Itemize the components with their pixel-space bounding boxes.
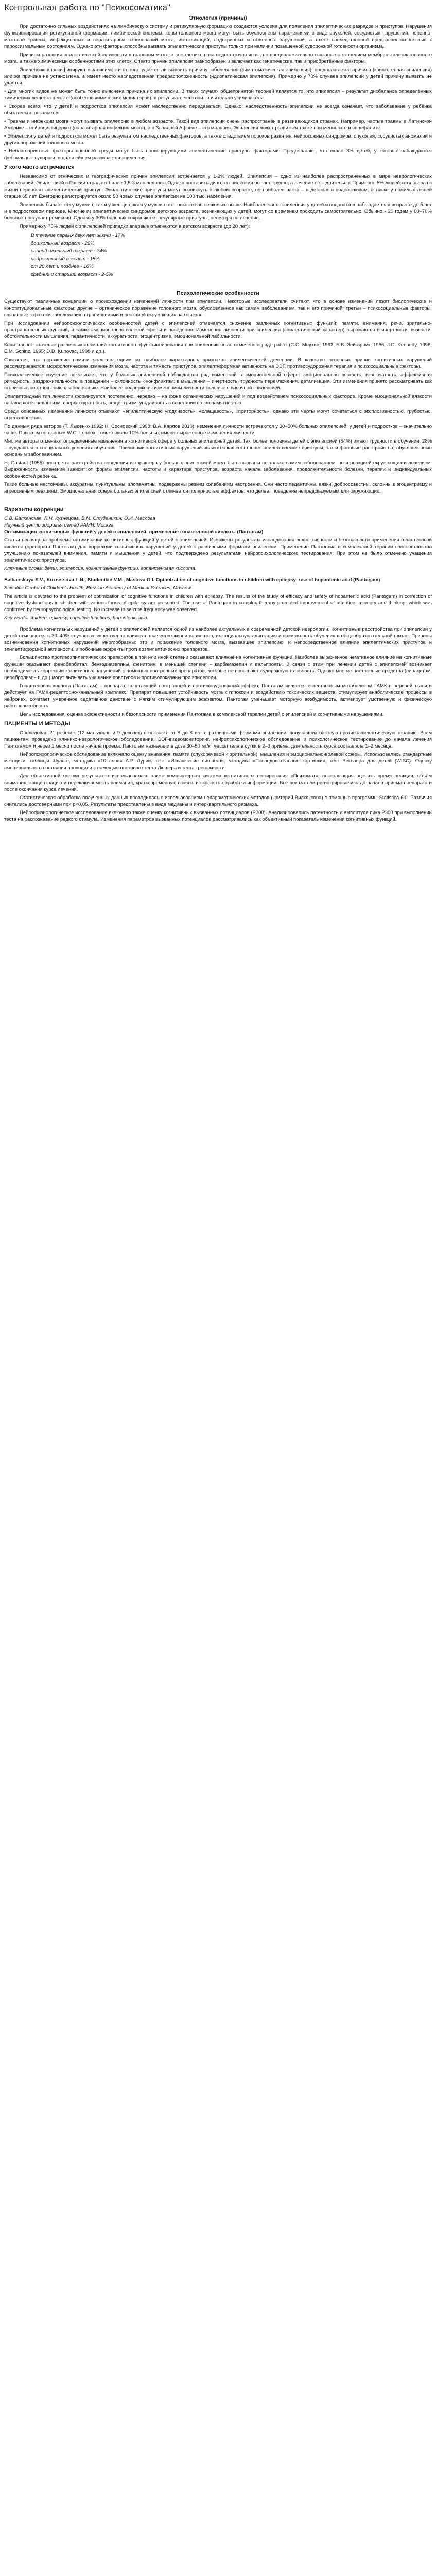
methods-paragraph: Обследован 21 ребёнок (12 мальчиков и 9 девочек) в возрасте от 8 до 8 лет с различными формами эпилепсии, получавших базовую противоэпилептическую терапию. Всем пациентам проведено клинико-неврологическое обследование, ЭЭГ-видеомониторинг, нейропсихологическое обследование и психологическое тестирование до начала лечения Пантогамом и через 1 месяц после начала приёма. Пантогам назначали в дозе 30–50 мг/кг массы тела в сутки в 2–3 приёма, длительность курса составляла 1–2 месяца.: [4, 730, 432, 749]
etiology-bullet: • Эпилепсия у детей и подростков может быть результатом наследственных факторов, а также следствием пороков развития, нейрокожных синдромов, опухолей, сосудистых аномалий и других поражений головного мозга.: [4, 133, 432, 146]
psych-paragraph: Эпилептоидный тип личности формируется постепенно, нередко – на фоне органических нарушений и под воздействием психосоциальных факторов. Кроме эмоциональной вязкости наблюдаются педантизм, сверхаккуратность, эгоцентризм, угодливость в сочетании со злопамятностью.: [4, 394, 432, 406]
age-list-item: средний и старший возраст - 2-5%: [31, 272, 113, 277]
who-paragraph: Примерно у 75% людей с эпилепсией припадки впервые отмечаются в детском возрасте (до 20 лет):: [20, 224, 250, 229]
methods-paragraph: Нейрофизиологическое исследование включало также оценку когнитивных вызванных потенциалов (P300). Анализировались латентность и амплитуда пика P300 при выполнении теста на распознавание редкого стимула. Изменения параметров вызванных потенциалов рассматривались как объективный показатель изменения когнитивных функций.: [4, 810, 432, 822]
article-title: Оптимизация когнитивных функций у детей с эпилепсией: применение гопантеновой кислоты (Пантогам): [4, 529, 264, 535]
methods-heading: ПАЦИЕНТЫ И МЕТОДЫ: [4, 721, 71, 727]
psych-paragraph: Н. Gastaut (1955) писал, что расстройства поведения и характера у больных эпилепсией могут быть вызваны не только самим заболеванием, но и реакцией окружающих и лечением. Выраженность изменений зависит от формы эпилепсии, частоты и характера приступов, возраста начала заболевания, продолжительности болезни, терапии и индивидуальных особенностей ребёнка.: [4, 460, 432, 479]
article-authors: С.В. Балканская, Л.Н. Кузнецова, В.М. Студеникин, О.И. Маслова: [4, 516, 155, 521]
etiology-paragraph: Эпилепсию классифицируют в зависимости от того, удаётся ли выявить причину заболевания (симптоматическая эпилепсия), предполагается причина (криптогенная эпилепсия) или же причина не установлена, а имеет место наследственная предрасположенность (идиопатическая эпилепсия). Примерно у 70% случаев эпилепсии у детей причину выявить не удаётся.: [4, 67, 432, 86]
etiology-bullet: • Скорее всего, что у детей и подростков эпилепсия может наследственно передаваться. Однако, наследственность эпилепсии не всегда означает, что заболевание у ребёнка обязательно разовьётся.: [4, 104, 432, 116]
psych-paragraph: Такие больные настойчивы, аккуратны, пунктуальны, злопамятны, подвержены резким колебаниям настроения. Они часто педантичны, вязки, добросовестны, склонны к эгоцентризму и агрессивным реакциям. Эмоциональная сфера больных эпилепсией отличается полярностью аффектов, что делает поведение непредсказуемым для окружающих.: [4, 482, 432, 494]
article-affiliation: Научный центр здоровья детей РАМН, Москва: [4, 522, 114, 528]
age-list-item: В течение первых двух лет жизни - 17%: [31, 233, 125, 239]
etiology-paragraph: Причины развития эпилептической активности в головном мозге, к сожалению, пока недостаточно ясны, но предположительно связаны со строением мембраны клеток головного мозга, а также химическими особенностями этих клеток. Спектр причин эпилепсии разнообразен и включает как генетические, так и приобретённые факторы.: [4, 52, 432, 64]
age-distribution-list: [31, 232, 432, 278]
methods-paragraph: Для объективной оценки результатов использовалась также компьютерная система когнитивного тестирования «Психомат», позволяющая оценить время реакции, объём внимания, концентрацию и переключаемость внимания, кратковременную память и скорость обработки информации. Все показатели регистрировались до начала приёма препарата и после окончания курса лечения.: [4, 773, 432, 792]
document-page: [0, 0, 436, 833]
psych-paragraph: Многие авторы отмечают определённые изменения в когнитивной сфере у больных эпилепсией детей. Так, более половины детей с эпилепсией (54%) имеют трудности в обучении, 28% – нуждаются в специальных условиях обучения. Причинами когнитивных нарушений являются как собственно эпилептические приступы, так и фоновые расстройства, обусловленные основным заболеванием.: [4, 438, 432, 457]
correction-heading: Варианты коррекции: [4, 506, 64, 513]
etiology-bullet: • Травмы и инфекции мозга могут вызвать эпилепсию в любом возрасте. Такой вид эпилепсии очень распространён в развивающихся странах. Например, частые травмы в Латинской Америке – нейроцистицеркоз (паразитарная инфекция мозга), а в Западной Африке – это малярия. Эпилепсия может развиться также при менингите и энцефалите.: [4, 118, 432, 131]
psych-paragraph: Считается, что поражение памяти является одним из наиболее характерных признаков эпилептической деменции. В качестве основных причин когнитивных нарушений рассматриваются: морфологические изменения мозга, частота и тяжесть приступов, эпилептиформная активность на ЭЭГ, противосудорожная терапия и психосоциальные факторы.: [4, 357, 432, 369]
psych-paragraph: При исследовании нейропсихологических особенностей детей с эпилепсией отмечается снижение различных когнитивных функций: памяти, внимания, речи, зрительно-пространственных функций, а также эмоционально-волевой сферы и поведения. Изменения личности при эпилепсии (эпилептический характер) выражаются в инертности, вязкости, обстоятельности мышления, педантичности, аккуратности, эгоцентризме, эмоциональной лабильности.: [4, 320, 432, 340]
article-abstract-en: The article is devoted to the problem of optimization of cognitive functions in children with epilepsy. The results of the study of efficacy and safety of hopantenic acid (Pantogam) in correction of cognitive dysfunctions in children with various forms of epilepsy are presented. The use of Pantogam in complex therapy promoted improvement of attention, memory and thinking, which was confirmed by neuropsychological testing. No increase in seizure frequency was observed.: [4, 594, 432, 613]
who-paragraph: Эпилепсия бывает как у мужчин, так и у женщин, хотя у мужчин этот показатель несколько выше. Наиболее часто эпилепсия у детей и подростков наблюдается в возрасте до 5 лет и в подростковом периоде. Многие из эпилептических синдромов детского возраста, возникающих у детей, могут со временем проходить самостоятельно. Обычно к 20 годам у 60–70% больных наступает ремиссия. Однако у 30% больных сохраняются регулярные приступы, несмотря на лечение.: [4, 202, 432, 221]
psych-paragraph: Среди описанных изменений личности отмечают «эпилептическую угодливость», «слащавость», «приторность», однако эти черты могут сочетаться с эксплозивностью, грубостью, агрессивностью.: [4, 409, 432, 421]
who-paragraph: Независимо от этнических и географических причин эпилепсия встречается у 1-2% людей. Эпилепсия – одно из наиболее распространённых в мире неврологических заболеваний. Эпилепсией в России страдает более 1,5-3 млн человек. Однако поставить диагноз эпилепсии бывает трудно, а лечение её – длительно. Примерно 5% людей хотя бы раз в жизни переносят эпилептический приступ. Эпилептические приступы могут возникнуть в любом возрасте, но наиболее часто – в детском и подростковом, а также у пожилых людей старше 65 лет. Ежегодно регистрируется около 50 новых случаев эпилепсии на 100 тыс. населения.: [4, 174, 432, 199]
etiology-bullet: • Неблагоприятные факторы внешней среды могут быть провоцирующими эпилептические приступы факторами. Предполагают, что около 3% детей, у которых наблюдаются фебрильные судороги, в дальнейшем развивается эпилепсия.: [4, 148, 432, 161]
age-list-item: дошкольный возраст - 22%: [31, 241, 95, 246]
article-title-en: Balkanskaya S.V., Kuznetsova L.N., Studenikin V.M., Maslova O.I. Optimization of cognitive functions in children with epilepsy: use of hopantenic acid (Pantogam): [4, 577, 380, 583]
article-keywords-en: Key words: children, epilepsy, cognitive functions, hopantenic acid.: [4, 615, 149, 621]
psych-paragraph: Психологическое изучение показывает, что у больных эпилепсией наблюдается ряд изменений в эмоциональной сфере: эмоциональная вязкость, взрывчатость, аффективная ригидность, раздражительность; в поведении – склонность к конфликтам; в мышлении – инертность, трудность переключения, детализация. Эти изменения принято рассматривать как вторичные по отношению к заболеванию. Наиболее подвержены изменениям личности больные с височной эпилепсией.: [4, 372, 432, 391]
etiology-paragraph: При достаточно сильных воздействиях на лимбическую систему и ретикулярную формацию создаются условия для появления эпилептических разрядов и приступов. Нарушения функционирования ретикулярной формации, лимбической системы, коры головного мозга могут быть обусловлены поражениями в виде опухолей, сосудистых нарушений, черепно-мозговой травмы, инфекционных и паразитарных заболеваний мозга, интоксикаций, эндокринных и обменных нарушений, а также наследственной предрасположенностью к пароксизмальным состояниям. Однако эти факторы способны вызвать эпилептические приступы только при наличии повышенной судорожной готовности организма.: [4, 24, 432, 49]
article-body-paragraph: Большинство противоэпилептических препаратов в той или иной степени оказывают влияние на когнитивные функции. Наиболее выраженное негативное влияние на когнитивные функции оказывают фенобарбитал, бензодиазепины, фенитоин; в меньшей степени – карбамазепин и вальпроаты. В связи с этим при лечении детей с эпилепсией возникает необходимость коррекции когнитивных нарушений с помощью ноотропных препаратов, которые не повышают судорожную готовность. Однако многие ноотропные средства (пирацетам, церебролизин и др.) могут вызывать учащение приступов и противопоказаны при эпилепсии.: [4, 655, 432, 681]
psych-paragraph: Существуют различные концепции о происхождении изменений личности при эпилепсии. Некоторые исследователи считают, что в основе изменений лежат биологические и конституциональные факторы; другие – органическое поражение головного мозга, обусловленное как самим заболеванием, так и его причиной; третьи – психосоциальные факторы, связанные с фактом заболевания, ограничениями и реакцией окружающих на болезнь.: [4, 299, 432, 318]
etiology-bullet: • Для многих видов не может быть точно выяснена причина их эпилепсии. В таких случаях общепринятой теорией является то, что эпилепсия – результат дисбаланса определённых химических веществ в мозге (особенно химических медиаторов), в результате чего они значительно усиливаются.: [4, 89, 432, 101]
psych-paragraph: По данным ряда авторов (Т. Лысенко 1992; Н. Сосновский 1998; В.А. Карлов 2010), изменения личности встречаются у 30–50% больных эпилепсией, у детей и подростков – значительно чаще. При этом по данным W.G. Lennox, только около 10% больных имеют выраженные изменения личности.: [4, 423, 432, 436]
etiology-heading: Этиология (причины): [189, 15, 247, 21]
age-list-item: подростковый возраст - 15%: [31, 256, 100, 262]
psych-paragraph: Капитальное значение различных аномалий когнитивного функционирования при эпилепсии было отмечено в ряде работ (С.С. Мнухин, 1962; Б.В. Зейгарник, 1986; J.D. Kennedy, 1998; Е.М. Schinz, 1995; D.D. Kunovac, 1998 и др.).: [4, 342, 432, 354]
article-body-paragraph: Цель исследования: оценка эффективности и безопасности применения Пантогама в комплексной терапии детей с эпилепсией и когнитивными нарушениями.: [20, 711, 384, 717]
age-list-item: от 20 лет и позднее - 16%: [31, 264, 94, 269]
methods-paragraph: Нейропсихологическое обследование включало оценку внимания, памяти (слухоречевой и зрительной), мышления и эмоционально-волевой сферы. Использовались стандартные методики: таблицы Шульте, методика «10 слов» А.Р. Лурии, тест «Исключение лишнего», методика «Последовательные картинки», тест Векслера для детей (WISC). Оценку эмоционального состояния проводили с помощью цветового теста Люшера и теста тревожности.: [4, 752, 432, 771]
article-abstract: Статья посвящена проблеме оптимизации когнитивных функций у детей с эпилепсией. Изложены результаты исследования эффективности и безопасности применения гопантеновой кислоты (препарата Пантогам) для коррекции когнитивных нарушений у детей с различными формами эпилепсии. Применение Пантогама в комплексной терапии способствовало улучшению показателей внимания, памяти и мышления у детей, что подтверждено результатами нейропсихологического тестирования. При этом не было отмечено учащения эпилептических приступов.: [4, 537, 432, 563]
article-body-paragraph: Проблема когнитивных нарушений у детей с эпилепсией является одной из наиболее актуальных в современной детской неврологии. Когнитивные расстройства при эпилепсии у детей отмечаются в 30–40% случаев и существенно влияют на качество жизни пациентов, их социальную адаптацию и возможность обучения в общеобразовательной школе. Причины возникновения когнитивных нарушений многообразны: это и поражение головного мозга, вызвавшее эпилепсию, и непосредственное влияние эпилептических приступов и эпилептиформной активности, и побочные эффекты противоэпилептических препаратов.: [4, 626, 432, 652]
article-body-paragraph: Гопантеновая кислота (Пантогам) – препарат, сочетающий ноотропный и противосудорожный эффект. Пантогам является естественным метаболитом ГАМК в нервной ткани и действует на ГАМК-рецепторно-канальный комплекс. Препарат повышает устойчивость мозга к гипоксии и воздействию токсических веществ, стимулирует анаболические процессы в нейронах, сочетает умеренное седативное действие с мягким стимулирующим эффектом. Пантогам уменьшает моторную возбудимость, активирует умственную и физическую работоспособность.: [4, 683, 432, 709]
methods-paragraph: Статистическая обработка полученных данных проводилась с использованием непараметрических методов (критерий Вилкоксона) с помощью программы Statistica 6.0. Различия считались достоверными при p<0,05. Результаты представлены в виде медианы и интерквартильного размаха.: [4, 795, 432, 807]
age-list-item: ранний школьный возраст - 34%: [31, 248, 107, 254]
who-heading: У кого часто встречается: [4, 164, 75, 171]
psych-heading: Психологические особенности: [177, 290, 259, 296]
article-affiliation-en: Scientific Center of Children's Health, Russian Academy of Medical Sciences, Moscow: [4, 585, 191, 591]
document-title: Контрольная работа по "Психосоматика": [4, 3, 171, 12]
article-keywords: Ключевые слова: дети, эпилепсия, когнитивные функции, гопантеновая кислота.: [4, 566, 197, 571]
